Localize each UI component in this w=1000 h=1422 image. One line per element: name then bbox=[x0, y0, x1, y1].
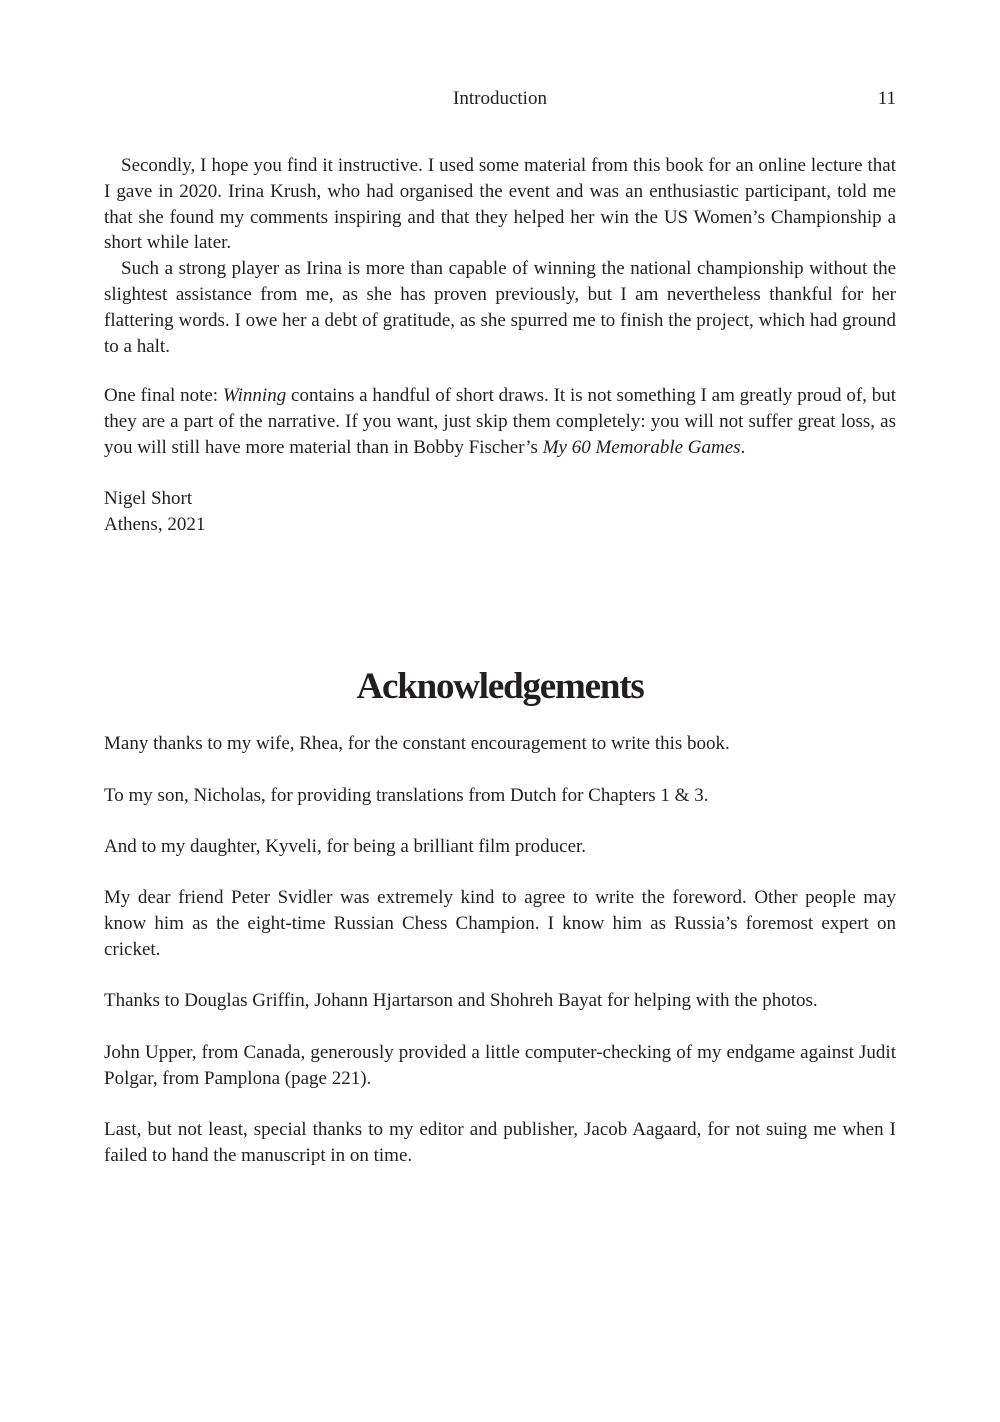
final-note-middle: contains a handful of short draws. It is not something I am greatly proud of, but they are a part of the narrative. If you want, just skip them completely: you will not suffer great loss, as you will still have more material than in Bobby Fischer’s bbox=[104, 385, 896, 458]
author-name: Nigel Short bbox=[104, 488, 193, 509]
final-note-paragraph bbox=[104, 383, 896, 460]
acknowledgement-item bbox=[104, 1117, 896, 1169]
signature-block bbox=[104, 486, 896, 538]
acknowledgement-item bbox=[104, 988, 896, 1014]
acknowledgement-text: John Upper, from Canada, generously provided a little computer-checking of my endgame against Judit Polgar, from Pamplona (page 221). bbox=[104, 1042, 896, 1089]
final-note-text bbox=[104, 383, 896, 460]
final-note-end: . bbox=[740, 436, 746, 458]
intro-paragraph-2: Such a strong player as Irina is more than capable of winning the national championship without the slightest assistance from me, as she has proven previously, but I am nevertheless thankful for her flattering words. I owe her a debt of gratitude, as she spurred me to finish the project, which had ground to a halt. bbox=[104, 258, 896, 357]
place-date: Athens, 2021 bbox=[104, 513, 206, 535]
acknowledgement-text: Many thanks to my wife, Rhea, for the constant encouragement to write this book. bbox=[104, 733, 730, 754]
acknowledgement-text: My dear friend Peter Svidler was extremely kind to agree to write the foreword. Other people may know him as the eight-time Russian Chess Champion. I know him as Russia’s foremost expert on cricket. bbox=[104, 887, 896, 960]
acknowledgement-text: And to my daughter, Kyveli, for being a brilliant film producer. bbox=[104, 836, 587, 857]
book-title-winning: Winning bbox=[222, 385, 287, 406]
final-note-lead: One final note: bbox=[104, 385, 223, 406]
intro-paragraph-1: Secondly, I hope you find it instructive. I used some material from this book for an online lecture that I gave in 2020. Irina Krush, who had organised the event and was an enthusiastic participant, told me that she found my comments inspiring and that they helped her win the US Women’s Championship a short while later. bbox=[104, 155, 896, 254]
introduction-section bbox=[104, 153, 896, 359]
acknowledgement-text: To my son, Nicholas, for providing translations from Dutch for Chapters 1 & 3. bbox=[104, 785, 709, 806]
page-number: 11 bbox=[877, 88, 896, 109]
acknowledgement-item bbox=[104, 834, 896, 860]
acknowledgement-item bbox=[104, 885, 896, 962]
acknowledgements-heading: Acknowledgements bbox=[356, 666, 644, 707]
acknowledgement-item bbox=[104, 731, 896, 757]
acknowledgement-item bbox=[104, 1040, 896, 1092]
book-title-my-60-memorable-games: My 60 Memorable Games bbox=[542, 436, 741, 458]
running-head-title: Introduction bbox=[453, 88, 547, 109]
acknowledgement-text: Last, but not least, special thanks to my editor and publisher, Jacob Aagaard, for not suing me when I failed to hand the manuscript in on time. bbox=[104, 1119, 896, 1166]
acknowledgement-item bbox=[104, 783, 896, 809]
acknowledgement-text: Thanks to Douglas Griffin, Johann Hjartarson and Shohreh Bayat for helping with the photos. bbox=[104, 990, 818, 1011]
